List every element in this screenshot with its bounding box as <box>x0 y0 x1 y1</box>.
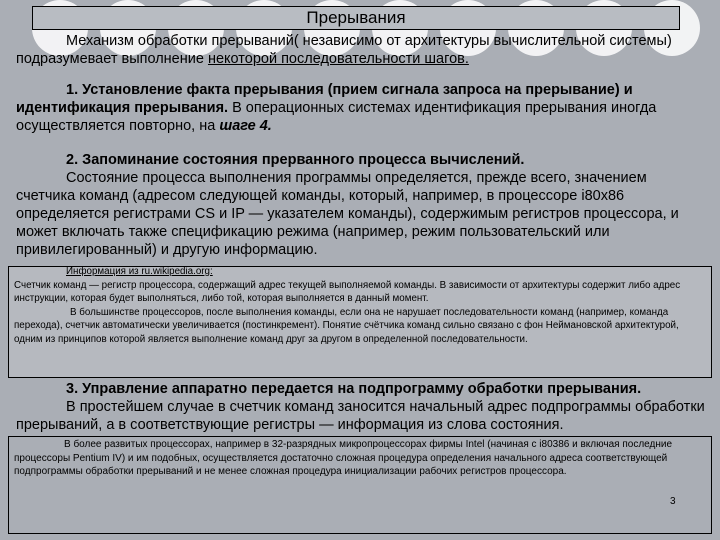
step-3-text: В простейшем случае в счетчик команд заносится начальный адрес подпрограммы обработки прерываний, а в соответствующие регистры — информация из слова состояния. <box>16 399 705 433</box>
advanced-text: В более развитых процессорах, например в 32-разрядных микропроцессорах фирмы Intel (начиная с i80386 и включая последние процессоры Pentium IV) и им подобных, осуществляется достаточно сложная процедура определения начального адреса соответствующей подпрограммы обработки прерываний и не менее сложная процедура инициализации рабочих регистров процессора. <box>14 439 673 477</box>
intro-paragraph <box>16 32 706 68</box>
step-1 <box>16 81 708 135</box>
step-3-heading: 3. Управление аппаратно передается на подпрограмму обработки прерывания. <box>66 381 642 397</box>
step-2-heading: 2. Запоминание состояния прерванного процесса вычислений. <box>66 152 525 168</box>
step-1-heading: 1. Установление факта прерывания (прием сигнала запроса на прерывание) и идентификация прерывания. <box>16 82 633 116</box>
step-2-text: Состояние процесса выполнения программы определяется, прежде всего, значением счетчика команд (адресом следующей команды, который, например, в процессоре i80x86 определяется регистрами CS и IP — указателем команды), содержимым регистров процессора, и может включать также спецификацию режима (например, режим пользовательский или привилегированный) и другую информацию. <box>16 170 679 258</box>
wiki-para-1: Счетчик команд — регистр процессора, содержащий адрес текущей выполняемой команды. В зависимости от архитектуры содержит либо адрес инструкции, которая будет выполняться, либо той, которая выполняется в данный момент. <box>14 279 681 304</box>
step-3 <box>16 380 708 434</box>
step-1-ref: шаге 4. <box>219 118 272 134</box>
page-number: 3 <box>670 496 676 507</box>
wiki-note <box>14 265 706 346</box>
wiki-source: Информация из ru.wikipedia.org: <box>66 266 213 277</box>
step-2 <box>16 151 708 259</box>
slide-title: Прерывания <box>32 6 680 30</box>
advanced-paragraph <box>14 438 706 479</box>
wiki-para-2: В большинстве процессоров, после выполнения команды, если она не нарушает последовательности команд (например, команда перехода), счетчик автоматически увеличивается (постинкремент). Понятие счётчика команд сильно связано с фон Неймановской архитектурой, одним из принципов которой является выполнение команд друг за другом в определенной последовательности. <box>14 306 679 345</box>
step-1-text: В операционных системах идентификация прерывания иногда осуществляется повторно, на <box>16 100 657 134</box>
intro-text: Механизм обработки прерываний( независимо от архитектуры вычислительной системы) подразумевает выполнение <box>16 33 672 67</box>
intro-underlined: некоторой последовательности шагов. <box>207 51 469 67</box>
